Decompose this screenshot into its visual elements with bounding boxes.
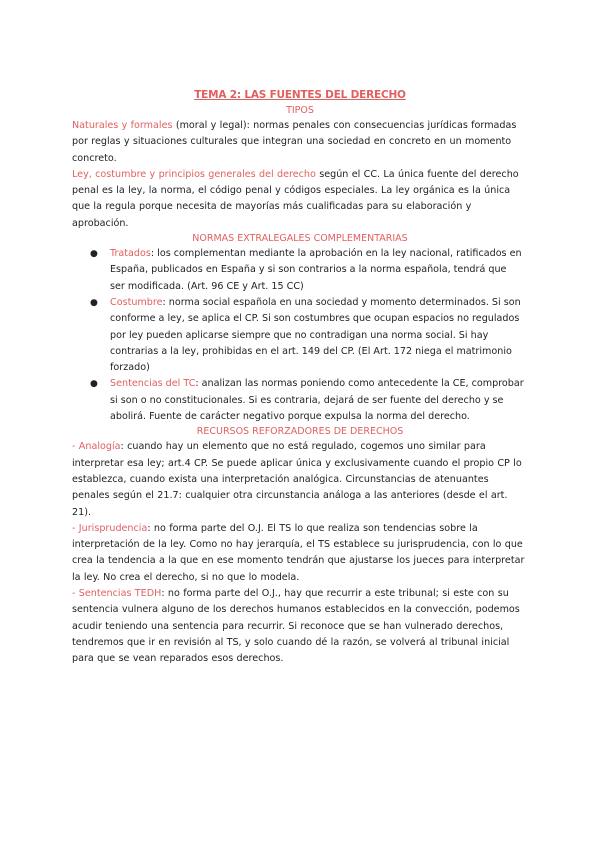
bullet-icon: ●	[90, 297, 98, 308]
paragraph-text: : no forma parte del O.J., hay que recurrir a este tribunal; si este con su sentencia vulnera alguno de los derechos humanos establecidos en la convección, podemos acudir teniendo una sentencia para recurrir. Si reconoce que se han vulnerado derechos, tendremos que ir en revisión al TS, y solo cuando dé la razón, se volverá al tribunal inicial para que se vean reparados esos derechos.	[72, 588, 520, 665]
highlight-term: Naturales y formales	[72, 120, 173, 131]
highlight-term: Costumbre	[110, 296, 163, 308]
normas-list	[72, 246, 528, 425]
list-item-text: : norma social española en una sociedad y momento determinados. Si son conforme a ley, se aplica el CP. Si son costumbres que ocupan espacios no regulados por ley pueden aplicarse siempre que no contradigan una norma social. Si hay contrarias a la ley, prohibidas en el art. 149 del CP. (El Art. 172 niega el matrimonio forzado)	[110, 296, 521, 374]
paragraph-sentencias-tedh	[72, 586, 528, 667]
list-item-sentencias-tc	[90, 376, 528, 425]
highlight-term: - Jurisprudencia	[72, 522, 148, 534]
highlight-term: - Sentencias TEDH	[72, 588, 162, 600]
paragraph-jurisprudencia	[72, 521, 528, 586]
bullet-icon: ●	[90, 249, 98, 260]
highlight-term: - Analogía	[72, 441, 121, 453]
bullet-icon: ●	[90, 379, 98, 390]
highlight-term: Ley, costumbre y principios generales del derecho	[72, 168, 316, 180]
paragraph-analogia	[72, 439, 528, 520]
paragraph-text: : cuando hay un elemento que no está regulado, cogemos uno similar para interpretar esa ley; art.4 CP. Se puede aplicar única y exclusivamente cuando el propio CP lo establezca, cuando exista una interpretación analógica. Circunstancias de atenuantes penales según el 21.7: cualquier otra circunstancia análoga a las anteriores (desde el art. 21).	[72, 441, 522, 518]
page-title: TEMA 2: LAS FUENTES DEL DERECHO	[194, 89, 406, 101]
paragraph-naturales-formales	[72, 118, 528, 167]
paragraph-text: : no forma parte del O.J. El TS lo que realiza son tendencias sobre la interpretación de la ley. Como no hay jerarquía, el TS establece su jurisprudencia, con lo que crea la tendencia a la que en ese momento tendrán que ajustarse los jueces para interpretar la ley. No crea el derecho, si no que lo modela.	[72, 522, 525, 583]
highlight-term: Sentencias del TC	[110, 378, 196, 390]
section-heading-tipos: TIPOS	[286, 105, 314, 116]
list-item-text: : analizan las normas poniendo como antecedente la CE, comprobar si son o no constitucionales. Si es contraria, dejará de ser fuente del derecho y se abolirá. Fuente de carácter negativo porque expulsa la norma del derecho.	[110, 378, 524, 423]
paragraph-text: (moral y legal): normas penales con consecuencias jurídicas formadas por reglas y situaciones culturales que integran una sociedad en concreto en un momento concreto.	[72, 120, 517, 164]
paragraph-ley-costumbre	[72, 167, 528, 232]
list-item-tratados	[90, 246, 528, 295]
list-item-costumbre	[90, 295, 528, 376]
list-item-text: : los complementan mediante la aprobación en la ley nacional, ratificados en España, publicados en España y si son contrarios a la norma española, tendrá que ser modificada. (Art. 96 CE y Art. 15 CC)	[110, 248, 522, 292]
paragraph-text: según el CC. La única fuente del derecho penal es la ley, la norma, el código penal y códigos especiales. La ley orgánica es la única que la regula porque necesita de mayorías más cualificadas para su elaboración y aprobación.	[72, 168, 519, 229]
highlight-term: Tratados	[110, 248, 151, 260]
section-heading-recursos: RECURSOS REFORZADORES DE DERECHOS	[196, 426, 404, 438]
section-heading-normas: NORMAS EXTRALEGALES COMPLEMENTARIAS	[192, 233, 408, 245]
